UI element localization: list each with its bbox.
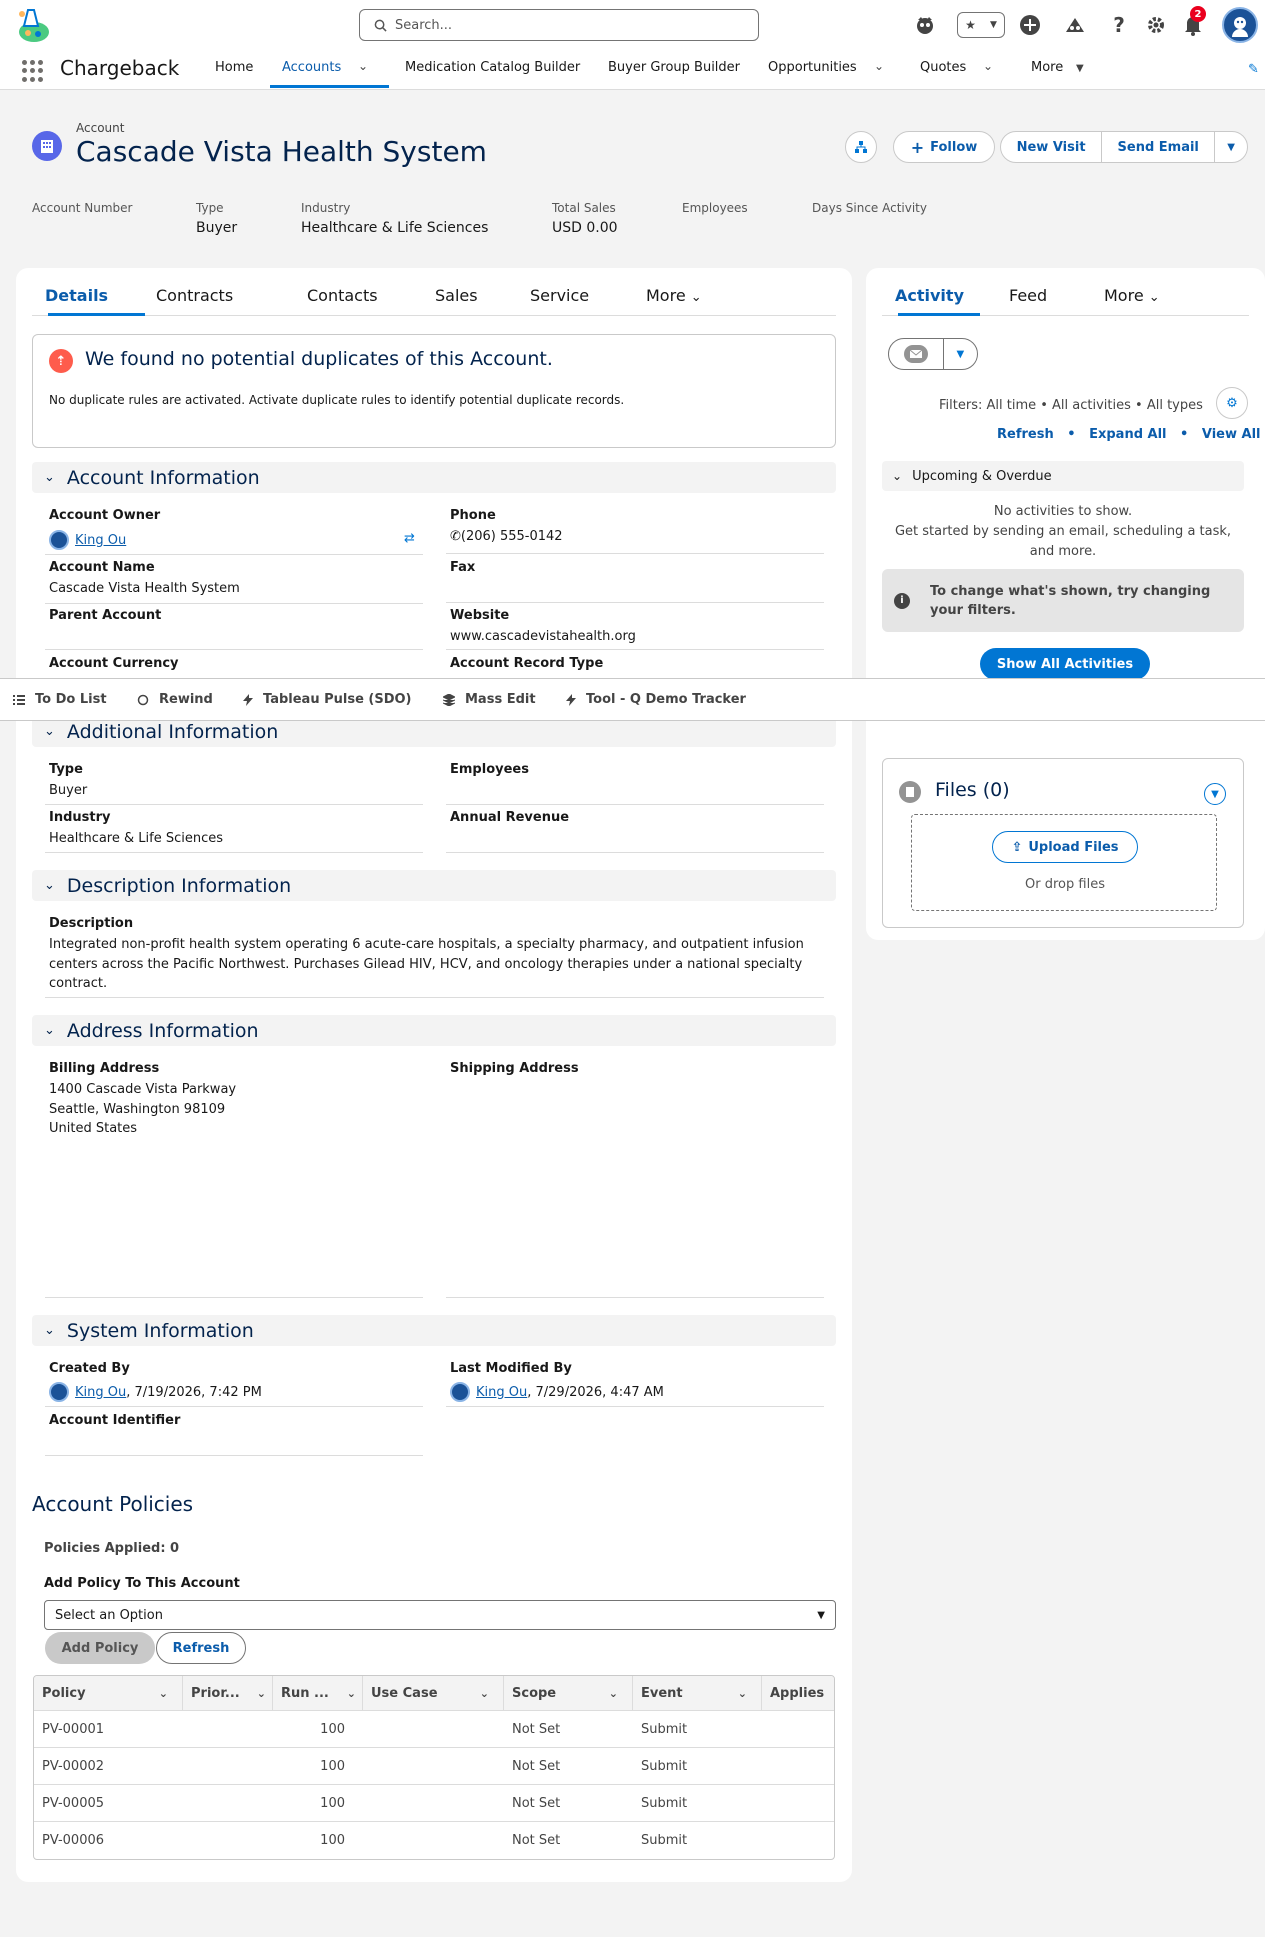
record-tabs	[32, 286, 836, 316]
tab-active-indicator	[898, 313, 980, 316]
policies-applied-text: Policies Applied: 0	[44, 1541, 180, 1556]
chevron-down-icon[interactable]: ⌄	[346, 1686, 356, 1700]
run-cell: 100	[320, 1721, 345, 1737]
tab-activity-more[interactable]	[1104, 286, 1160, 305]
created-by-link[interactable]: King Ou	[75, 1384, 127, 1400]
column-header-run[interactable]	[273, 1676, 363, 1710]
tab-feed[interactable]: Feed	[1009, 286, 1048, 305]
chevron-down-icon[interactable]: ⌄	[158, 1686, 168, 1700]
policy-cell: PV-00001	[42, 1721, 105, 1737]
tab-more[interactable]	[646, 286, 702, 305]
scope-cell: Not Set	[512, 1833, 561, 1848]
modified-by-link[interactable]: King Ou	[476, 1384, 528, 1400]
refresh-link[interactable]: Refresh	[997, 427, 1054, 442]
field-divider	[45, 997, 824, 998]
hierarchy-icon[interactable]	[845, 131, 877, 163]
utility-label: To Do List	[35, 692, 107, 707]
files-menu-icon[interactable]: ▼	[1204, 783, 1226, 805]
activity-tabs	[882, 286, 1249, 316]
agent-icon[interactable]	[910, 10, 940, 40]
expand-all-link[interactable]: Expand All	[1089, 427, 1167, 442]
billing-address-line[interactable]: United States	[49, 1121, 138, 1136]
lightning-icon	[566, 694, 576, 706]
chevron-down-icon[interactable]: ⌄	[256, 1686, 266, 1700]
column-label: Run ...	[281, 1685, 329, 1701]
quotes-chevron-down-icon[interactable]: ⌄	[983, 59, 994, 73]
chevron-down-icon[interactable]: ⌄	[608, 1686, 618, 1700]
account-name-value: Cascade Vista Health System	[49, 581, 240, 596]
applies-cell	[762, 1748, 834, 1784]
policies-table	[33, 1675, 835, 1860]
tab-sales[interactable]: Sales	[435, 286, 478, 305]
record-title: Cascade Vista Health System	[76, 135, 487, 168]
run-cell: 100	[320, 1795, 345, 1811]
activity-card	[866, 268, 1265, 940]
scope-cell: Not Set	[512, 1721, 561, 1737]
chevron-down-icon: ⌄	[892, 469, 903, 483]
field-label: Shipping Address	[450, 1061, 579, 1076]
highlight-label: Type	[196, 201, 224, 215]
chevron-down-icon: ⌄	[44, 1023, 55, 1038]
field-label: Industry	[49, 810, 111, 825]
highlight-label: Employees	[682, 201, 748, 215]
field-divider	[45, 554, 423, 555]
separator-dot: •	[1180, 427, 1189, 442]
chevron-down-icon: ⌄	[690, 290, 702, 305]
event-cell: Submit	[641, 1833, 688, 1848]
app-name: Chargeback	[60, 56, 180, 80]
user-avatar	[450, 1382, 470, 1402]
follow-button[interactable]	[893, 131, 995, 163]
billing-address-line[interactable]: 1400 Cascade Vista Parkway	[49, 1082, 237, 1097]
field-label: Website	[450, 608, 510, 623]
chevron-down-icon[interactable]: ▼	[990, 20, 997, 30]
column-label: Scope	[512, 1685, 557, 1701]
tab-service[interactable]: Service	[530, 286, 590, 305]
use-case-cell	[363, 1822, 504, 1859]
field-label: Account Name	[49, 560, 155, 575]
use-case-cell	[363, 1785, 504, 1821]
email-icon	[903, 344, 929, 364]
user-avatar[interactable]	[1222, 7, 1258, 43]
field-label: Employees	[450, 762, 529, 777]
chevron-down-icon: ⌄	[44, 724, 55, 739]
nav-item-opportunities[interactable]: Opportunities	[768, 60, 857, 75]
section-address-information[interactable]	[32, 1015, 836, 1046]
global-header	[0, 0, 1265, 90]
description-line: contract.	[49, 976, 108, 991]
column-label: Applies	[770, 1685, 825, 1701]
tab-active-indicator	[48, 313, 145, 316]
actions-dropdown-icon[interactable]: ▼	[1227, 141, 1235, 153]
info-icon: i	[894, 593, 910, 609]
duplicate-icon: ⇡	[49, 349, 73, 373]
field-divider	[446, 553, 824, 554]
utility-demo-tracker[interactable]	[566, 692, 746, 707]
priority-cell	[183, 1785, 273, 1821]
utility-label: Tool - Q Demo Tracker	[586, 692, 746, 707]
change-owner-icon[interactable]: ⇄	[404, 531, 415, 546]
event-cell: Submit	[641, 1795, 688, 1811]
chevron-down-icon: ⌄	[44, 470, 55, 485]
field-divider	[45, 852, 423, 853]
user-avatar	[49, 1382, 69, 1402]
field-divider	[446, 1406, 824, 1407]
column-header-applies[interactable]	[762, 1676, 834, 1710]
policies-title: Account Policies	[32, 1492, 194, 1516]
column-label: Use Case	[371, 1685, 438, 1701]
description-line: centers across the Pacific Northwest. Purchases Gilead HIV, HCV, and oncology therapies under a national specialty	[49, 957, 803, 972]
upload-files-button[interactable]	[992, 831, 1138, 863]
highlight-label: Account Number	[32, 201, 133, 215]
help-icon[interactable]: ?	[1113, 13, 1125, 37]
column-header-priority[interactable]	[183, 1676, 273, 1710]
run-cell: 100	[320, 1833, 345, 1848]
policy-select[interactable]	[44, 1600, 836, 1630]
show-all-activities-button[interactable]: Show All Activities	[980, 648, 1150, 680]
phone-link[interactable]: (206) 555-0142	[460, 529, 563, 544]
caret-down-icon: ▼	[817, 1609, 825, 1621]
new-visit-button[interactable]: New Visit	[1001, 132, 1102, 162]
table-row[interactable]	[34, 1748, 834, 1785]
chevron-down-icon[interactable]: ⌄	[737, 1686, 747, 1700]
app-logo-icon[interactable]	[14, 6, 56, 44]
phone-field	[450, 529, 563, 544]
use-case-cell	[363, 1748, 504, 1784]
gear-icon[interactable]: ⚙	[1216, 387, 1248, 419]
upload-label: Upload Files	[1028, 839, 1119, 855]
send-email-button[interactable]: Send Email	[1102, 132, 1215, 162]
table-header-row	[34, 1676, 834, 1711]
follow-label: Follow	[930, 139, 978, 155]
column-header-event[interactable]	[633, 1676, 762, 1710]
section-title: Address Information	[66, 1019, 259, 1042]
drop-files-text: Or drop files	[1025, 877, 1105, 892]
nav-item-home[interactable]: Home	[215, 60, 254, 75]
section-title: Description Information	[66, 874, 292, 897]
caret-down-icon[interactable]: ▼	[956, 348, 965, 360]
priority-cell	[183, 1822, 273, 1859]
section-description-information[interactable]	[32, 870, 836, 901]
email-button[interactable]	[889, 339, 944, 369]
column-label: Policy	[42, 1685, 86, 1701]
industry-value: Healthcare & Life Sciences	[49, 831, 223, 846]
field-label: Last Modified By	[450, 1361, 572, 1376]
field-divider	[446, 852, 824, 853]
list-icon	[13, 694, 25, 706]
column-label: Event	[641, 1685, 683, 1701]
accounts-chevron-down-icon[interactable]: ⌄	[358, 59, 369, 73]
policy-cell: PV-00002	[42, 1758, 105, 1774]
highlight-value: Healthcare & Life Sciences	[301, 220, 489, 236]
highlight-label: Total Sales	[552, 201, 616, 215]
field-divider	[45, 1297, 423, 1298]
modified-by-field	[450, 1382, 664, 1402]
record-object-label: Account	[76, 121, 125, 135]
filter-hint-box	[882, 569, 1244, 632]
utility-label: Rewind	[159, 692, 213, 707]
get-started-text: and more.	[1029, 544, 1097, 559]
website-link[interactable]: www.cascadevistahealth.org	[450, 629, 636, 644]
nav-item-buyer-group-builder[interactable]: Buyer Group Builder	[608, 60, 741, 75]
add-icon[interactable]	[1015, 10, 1045, 40]
field-label: Annual Revenue	[450, 810, 570, 825]
section-system-information[interactable]	[32, 1315, 836, 1346]
gear-icon[interactable]	[1141, 10, 1171, 40]
applies-cell	[762, 1711, 834, 1747]
policies-applied-count	[44, 1541, 179, 1556]
field-divider	[45, 649, 423, 650]
nav-item-medication-catalog-builder[interactable]: Medication Catalog Builder	[405, 60, 581, 75]
field-divider	[45, 804, 423, 805]
table-row[interactable]	[34, 1711, 834, 1748]
lightning-icon	[243, 694, 253, 706]
activity-links	[997, 427, 1261, 442]
highlight-value: USD 0.00	[552, 220, 618, 236]
scope-cell: Not Set	[512, 1758, 561, 1774]
created-date: , 7/19/2026, 7:42 PM	[126, 1384, 262, 1400]
duplicate-title: We found no potential duplicates of this Account.	[85, 348, 553, 370]
upcoming-overdue-section[interactable]	[882, 461, 1244, 491]
utility-tableau-pulse[interactable]	[243, 692, 412, 707]
layers-icon	[443, 694, 455, 706]
get-started-text: Get started by sending an email, scheduling a task,	[894, 524, 1232, 539]
phone-icon: ✆	[450, 529, 461, 544]
highlight-label: Industry	[301, 201, 351, 215]
notification-badge: 2	[1190, 6, 1206, 22]
event-cell: Submit	[641, 1721, 688, 1737]
more-caret-down-icon[interactable]: ▼	[1076, 63, 1084, 74]
add-policy-label: Add Policy To This Account	[44, 1576, 240, 1591]
file-drop-zone[interactable]	[911, 814, 1217, 911]
app-launcher-icon[interactable]	[22, 60, 44, 82]
scope-cell: Not Set	[512, 1795, 561, 1811]
record-details-card	[16, 268, 852, 1882]
field-label: Phone	[450, 508, 496, 523]
created-by-field	[49, 1382, 262, 1402]
column-label: Prior...	[191, 1685, 240, 1701]
tab-activity[interactable]: Activity	[895, 286, 964, 305]
field-divider	[446, 804, 824, 805]
no-activities-text: No activities to show.	[993, 504, 1133, 519]
account-owner-link[interactable]: King Ou	[75, 532, 127, 548]
type-value: Buyer	[49, 783, 88, 798]
field-label: Billing Address	[49, 1061, 160, 1076]
chevron-down-icon: ⌄	[44, 1323, 55, 1338]
section-title: Upcoming & Overdue	[912, 468, 1052, 484]
files-title: Files (0)	[935, 779, 1010, 801]
policy-select-value: Select an Option	[55, 1607, 163, 1623]
description-line: Integrated non-profit health system operating 6 acute-care hospitals, a specialty pharmacy, and outpatient infusion	[49, 937, 804, 952]
nav-item-more[interactable]: More	[1031, 60, 1064, 75]
column-header-policy[interactable]	[34, 1676, 183, 1710]
section-account-information[interactable]	[32, 462, 836, 493]
separator-dot: •	[1067, 427, 1076, 442]
filter-hint-text: To change what's shown, try changing your filters.	[930, 583, 1211, 618]
activity-filters: Filters: All time • All activities • All types	[939, 398, 1203, 413]
nav-active-indicator	[270, 85, 389, 88]
event-cell: Submit	[641, 1758, 688, 1774]
utility-mass-edit[interactable]	[443, 692, 536, 707]
field-divider	[446, 1297, 824, 1298]
field-label: Type	[49, 762, 83, 777]
section-title: Additional Information	[66, 720, 279, 743]
policies-refresh-button[interactable]: Refresh	[156, 1632, 246, 1664]
account-icon	[32, 131, 62, 161]
favorites-group[interactable]	[957, 12, 1005, 38]
tab-contacts[interactable]: Contacts	[307, 286, 378, 305]
priority-cell	[183, 1711, 273, 1747]
field-label: Created By	[49, 1361, 130, 1376]
applies-cell	[762, 1822, 834, 1859]
policy-cell: PV-00006	[42, 1833, 105, 1848]
field-divider	[446, 602, 824, 603]
search-icon	[374, 19, 387, 32]
user-avatar	[49, 530, 69, 550]
field-label: Description	[49, 916, 134, 931]
pencil-icon[interactable]: ✎	[1248, 62, 1259, 77]
utility-label: Mass Edit	[465, 692, 536, 707]
upload-icon: ⇪	[1011, 839, 1023, 855]
email-action-group	[888, 338, 978, 370]
plus-icon: +	[910, 137, 925, 157]
tab-details[interactable]: Details	[45, 286, 109, 305]
utility-label: Tableau Pulse (SDO)	[263, 692, 412, 707]
duplicate-check-panel	[32, 334, 836, 448]
account-owner-field	[49, 530, 126, 550]
record-action-group	[1000, 131, 1248, 163]
search-placeholder: Search...	[395, 17, 453, 33]
chevron-down-icon: ⌄	[1148, 290, 1160, 305]
section-title: Account Information	[66, 466, 260, 489]
opportunities-chevron-down-icon[interactable]: ⌄	[874, 59, 885, 73]
duplicate-message: No duplicate rules are activated. Activate duplicate rules to identify potential duplicate records.	[49, 393, 625, 407]
field-divider	[446, 649, 824, 650]
priority-cell	[183, 1748, 273, 1784]
trailhead-icon[interactable]	[1060, 10, 1090, 40]
utility-bar	[0, 678, 1265, 721]
policy-cell: PV-00005	[42, 1795, 105, 1811]
field-label: Account Record Type	[450, 656, 604, 671]
view-all-link[interactable]: View All	[1201, 427, 1261, 442]
rewind-icon	[137, 694, 149, 706]
table-row[interactable]	[34, 1785, 834, 1822]
chevron-down-icon: ⌄	[44, 878, 55, 893]
modified-date: , 7/29/2026, 4:47 AM	[527, 1384, 664, 1400]
star-icon[interactable]: ★	[965, 18, 976, 32]
tab-contracts[interactable]: Contracts	[156, 286, 234, 305]
field-divider	[45, 1455, 423, 1456]
nav-item-quotes[interactable]: Quotes	[920, 60, 967, 75]
table-row[interactable]	[34, 1822, 834, 1859]
chevron-down-icon[interactable]: ⌄	[479, 1686, 489, 1700]
utility-rewind[interactable]	[137, 692, 213, 707]
billing-address-line[interactable]: Seattle, Washington 98109	[49, 1102, 226, 1117]
tab-more-label: More	[646, 286, 686, 305]
add-policy-button[interactable]: Add Policy	[45, 1632, 155, 1664]
column-header-use-case[interactable]	[363, 1676, 504, 1710]
files-card	[882, 758, 1244, 928]
global-search-input[interactable]	[359, 9, 759, 41]
field-divider	[45, 1406, 423, 1407]
no-activities-message	[882, 502, 1244, 562]
field-label: Parent Account	[49, 608, 162, 623]
nav-item-accounts[interactable]: Accounts	[282, 60, 342, 75]
tab-more-label: More	[1104, 286, 1144, 305]
run-cell: 100	[320, 1758, 345, 1774]
field-label: Fax	[450, 560, 476, 575]
field-divider	[45, 603, 423, 604]
use-case-cell	[363, 1711, 504, 1747]
applies-cell	[762, 1785, 834, 1821]
section-title: System Information	[66, 1319, 254, 1342]
column-header-scope[interactable]	[504, 1676, 633, 1710]
highlight-value: Buyer	[196, 220, 238, 236]
highlight-label: Days Since Activity	[812, 201, 927, 215]
file-icon	[899, 781, 921, 803]
field-label: Account Owner	[49, 508, 161, 523]
field-label: Account Currency	[49, 656, 179, 671]
utility-todo-list[interactable]	[13, 692, 107, 707]
field-label: Account Identifier	[49, 1413, 181, 1428]
